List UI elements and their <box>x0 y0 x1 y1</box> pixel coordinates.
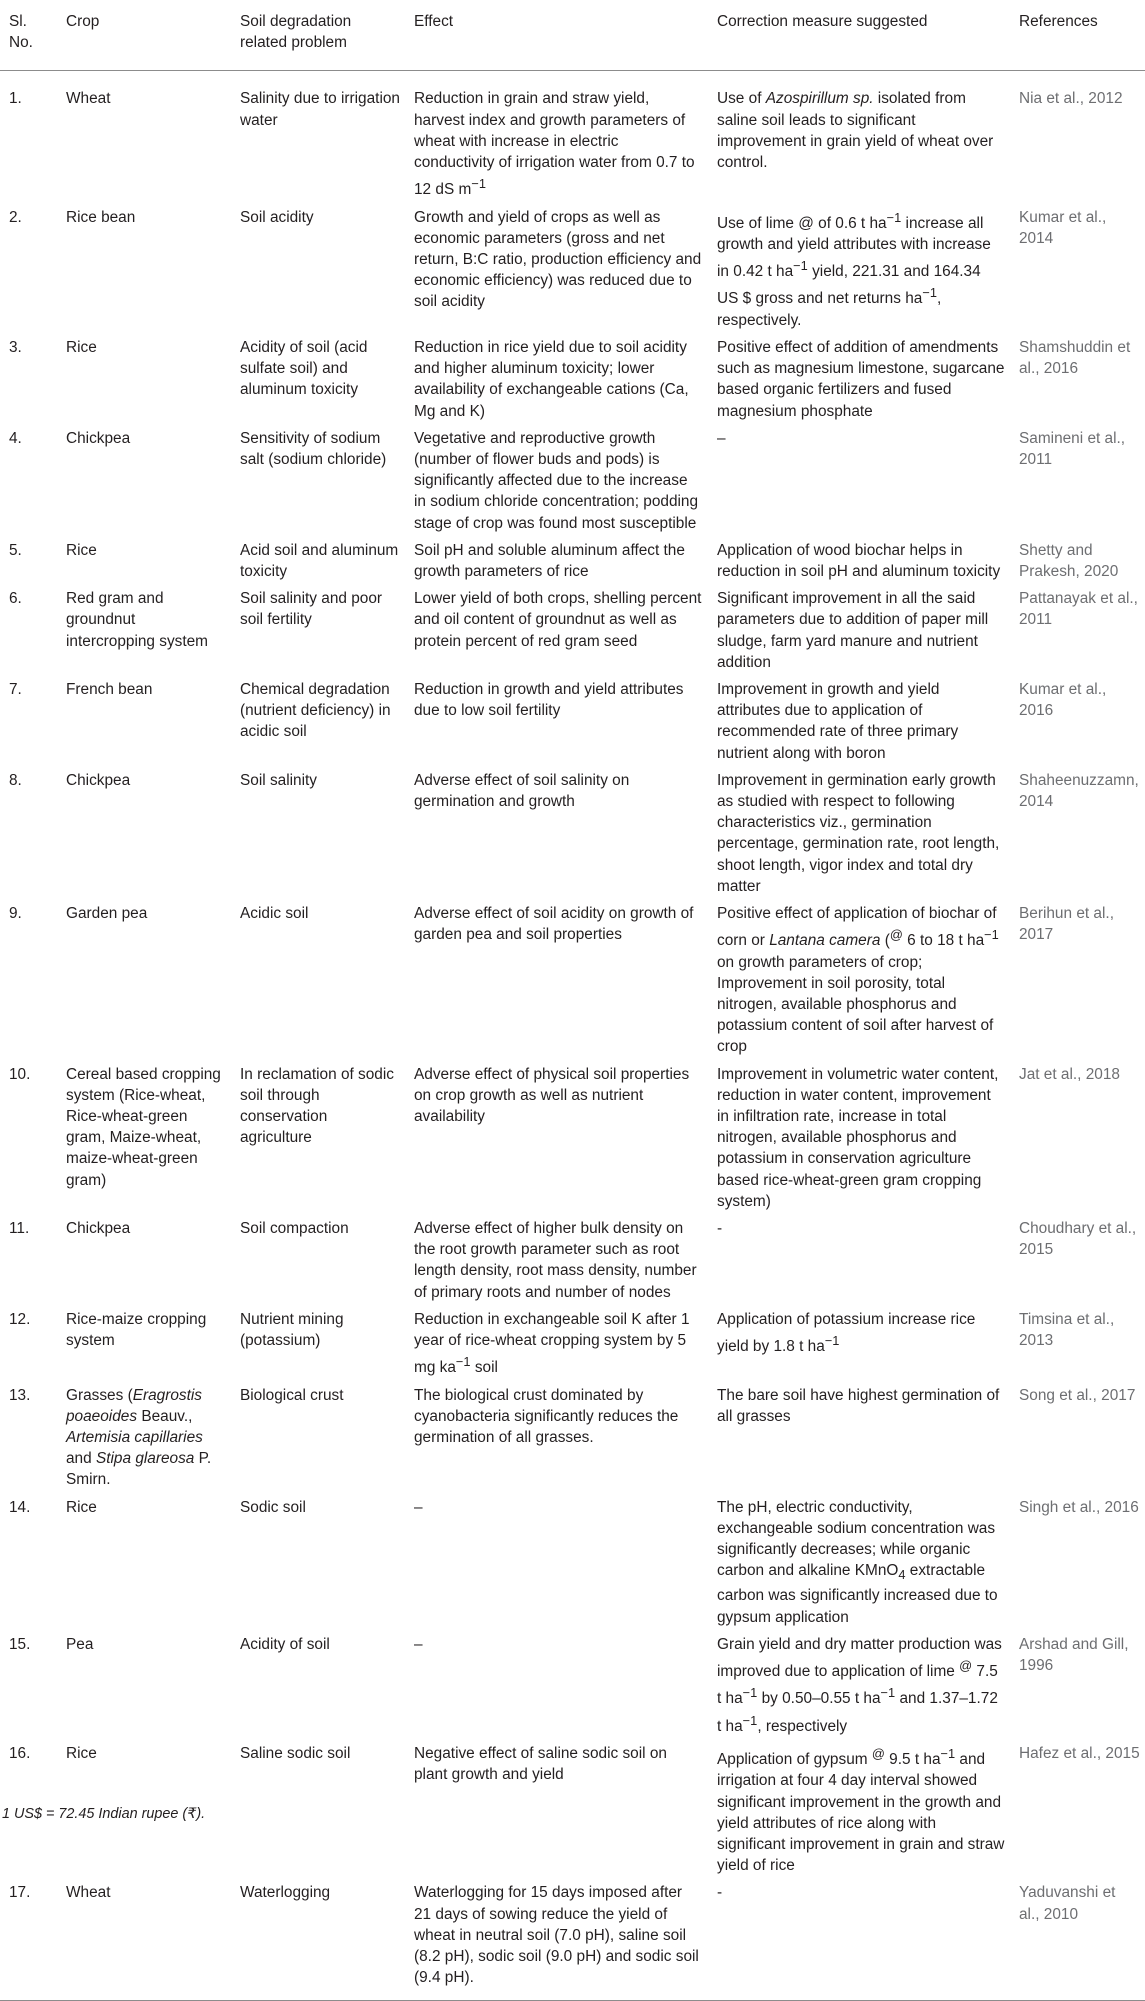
cell-reference: Choudhary et al., 2015 <box>1019 1219 1137 1259</box>
table-row <box>0 1064 1145 1218</box>
table-row <box>0 770 1145 903</box>
cell-effect: The biological crust dominated by cyanobacteria significantly reduces the germination of all grasses. <box>414 1386 679 1446</box>
cell-crop: Rice <box>66 338 97 356</box>
cell-effect: Adverse effect of physical soil properties on crop growth as well as nutrient availability <box>414 1065 690 1125</box>
cell-effect: Reduction in rice yield due to soil acidity and higher aluminum toxicity; lower availability of exchangeable cations (Ca, Mg and K) <box>414 338 689 420</box>
cell-problem: Soil acidity <box>240 208 314 226</box>
cell-effect: – <box>414 1498 423 1516</box>
cell-sl-no: 14. <box>9 1498 31 1516</box>
cell-reference: Berihun et al., 2017 <box>1019 905 1114 944</box>
cell-effect: Reduction in exchangeable soil K after 1 year of rice-wheat cropping system by 5 mg $ka^{-1}$ soil <box>414 1310 690 1377</box>
header-problem: Soil degradation related problem <box>240 13 352 52</box>
cell-problem: Saline sodic soil <box>240 1745 351 1763</box>
cell-crop: Rice <box>66 1745 97 1763</box>
table-row <box>0 1309 1145 1385</box>
table-row <box>0 1385 1145 1497</box>
table-row <box>0 540 1145 588</box>
soil-degradation-table <box>0 6 1145 2001</box>
cell-correction: The pH, electric conductivity, exchangeable sodium concentration was significantly decreases; while organic carbon and alkaline KMnO$_4$ extractable carbon was significantly increased due to gypsum application <box>717 1498 998 1626</box>
cell-reference: Kumar et al., 2016 <box>1019 680 1107 720</box>
cell-correction: Grain yield and dry matter production was improved due to application of lime @ 7.5 t $ha^{-1}$ by 0.50–0.55 t $ha^{-1}$ and 1.37–1.72 t $ha^{-1}$, respectively <box>717 1635 1002 1735</box>
cell-correction: – <box>717 429 726 447</box>
cell-correction: Use of lime @ of 0.6 t $ha^{-1}$ increase all growth and yield attributes with increase in 0.42 t $ha^{-1}$ yield, 221.31 and 164.34 US $ gross and net returns $ha^{-1}$, respectively. <box>717 209 991 329</box>
cell-sl-no: 7. <box>9 680 22 698</box>
table-row <box>0 1882 1145 2001</box>
table-row <box>0 679 1145 770</box>
cell-correction: Improvement in volumetric water content, reduction in water content, improvement in infiltration rate, increase in total nitrogen, available phosphorus and potassium in conservation agriculture based rice-wheat-green gram cropping system) <box>717 1065 999 1210</box>
cell-crop: Wheat <box>66 90 111 108</box>
cell-sl-no: 13. <box>9 1386 31 1404</box>
table-row <box>0 1634 1145 1743</box>
cell-effect: Adverse effect of soil salinity on germination and growth <box>414 771 630 810</box>
cell-effect: Reduction in growth and yield attributes due to low soil fertility <box>414 680 684 720</box>
cell-reference: Kumar et al., 2014 <box>1019 208 1107 247</box>
cell-problem: Acidic soil <box>240 905 309 923</box>
header-effect: Effect <box>414 13 454 30</box>
header-correction: Correction measure suggested <box>717 13 928 30</box>
cell-crop: Wheat <box>66 1884 111 1902</box>
cell-crop: Rice <box>66 1498 97 1516</box>
cell-crop: Cereal based cropping system (Rice-wheat, Rice-wheat-green gram, Maize-wheat, maize-wheat-green gram) <box>66 1065 221 1189</box>
table-row <box>0 1218 1145 1309</box>
table-row <box>0 207 1145 337</box>
cell-sl-no: 10. <box>9 1065 31 1083</box>
cell-sl-no: 16. <box>9 1745 31 1763</box>
cell-crop: Rice-maize cropping system <box>66 1310 207 1349</box>
cell-effect: Adverse effect of higher bulk density on the root growth parameter such as root length density, root mass density, number of primary roots and number of nodes <box>414 1219 697 1301</box>
header-references: References <box>1019 13 1098 30</box>
cell-effect: Negative effect of saline sodic soil on plant growth and yield <box>414 1745 667 1784</box>
cell-correction: Significant improvement in all the said parameters due to addition of paper mill sludge, farm yard manure and nutrient addition <box>717 590 989 671</box>
cell-crop: French bean <box>66 680 153 698</box>
cell-correction: Use of Azospirillum sp. isolated from saline soil leads to significant improvement in grain yield of wheat over control. <box>717 90 994 172</box>
cell-reference: Jat et al., 2018 <box>1019 1065 1120 1083</box>
cell-reference: Pattanayak et al., 2011 <box>1019 590 1138 629</box>
cell-correction: Improvement in germination early growth as studied with respect to following characteristics viz., germination percentage, germination rate, root length, shoot length, vigor index and total dry matter <box>717 771 1000 895</box>
cell-problem: Acid soil and aluminum toxicity <box>240 541 399 580</box>
cell-correction: Application of gypsum @ 9.5 t $ha^{-1}$ and irrigation at four 4 day interval showed significant improvement in the growth and yield attributes of rice along with significant improvement in grain and straw yield of rice <box>717 1746 1005 1875</box>
cell-problem: Sensitivity of sodium salt (sodium chloride) <box>240 429 387 468</box>
header-sl-no: Sl. No. <box>9 13 33 52</box>
cell-problem: In reclamation of sodic soil through conservation agriculture <box>240 1065 394 1147</box>
cell-sl-no: 1. <box>9 90 22 108</box>
cell-sl-no: 12. <box>9 1310 31 1328</box>
cell-problem: Chemical degradation (nutrient deficiency) in acidic soil <box>240 680 391 741</box>
cell-crop: Grasses (Eragrostis poaeoides Beauv., Artemisia capillaries and Stipa glareosa P. Smirn. <box>66 1386 212 1489</box>
cell-problem: Acidity of soil <box>240 1635 330 1653</box>
cell-correction: - <box>717 1219 723 1237</box>
cell-effect: Waterlogging for 15 days imposed after 21 days of sowing reduce the yield of wheat in neutral soil (7.0 pH), saline soil (8.2 pH), sodic soil (9.0 pH) and sodic soil (9.4 pH). <box>414 1884 699 1987</box>
table-row <box>0 71 1145 207</box>
cell-effect: Reduction in grain and straw yield, harvest index and growth parameters of wheat with increase in electric conductivity of irrigation water from 0.7 to 12 dS $m^{-1}$ <box>414 90 695 199</box>
table-row <box>0 428 1145 540</box>
header-crop: Crop <box>66 13 100 30</box>
cell-sl-no: 11. <box>9 1219 30 1237</box>
cell-effect: – <box>414 1635 423 1653</box>
cell-reference: Song et al., 2017 <box>1019 1386 1136 1404</box>
cell-reference: Singh et al., 2016 <box>1019 1498 1139 1516</box>
cell-effect: Growth and yield of crops as well as economic parameters (gross and net return, B:C ratio, production efficiency and economic efficiency) was reduced due to soil acidity <box>414 208 702 311</box>
cell-reference: Timsina et al., 2013 <box>1019 1310 1115 1349</box>
cell-problem: Soil salinity and poor soil fertility <box>240 590 383 629</box>
cell-sl-no: 3. <box>9 338 22 356</box>
cell-problem: Waterlogging <box>240 1884 331 1902</box>
cell-effect: Soil pH and soluble aluminum affect the growth parameters of rice <box>414 541 685 580</box>
cell-reference: Shaheenuzzamn, 2014 <box>1019 771 1139 810</box>
cell-sl-no: 8. <box>9 771 22 789</box>
cell-problem: Soil compaction <box>240 1219 349 1237</box>
cell-crop: Chickpea <box>66 1219 131 1237</box>
cell-sl-no: 15. <box>9 1635 31 1653</box>
cell-effect: Adverse effect of soil acidity on growth of garden pea and soil properties <box>414 905 694 944</box>
cell-crop: Chickpea <box>66 771 131 789</box>
cell-reference: Yaduvanshi et al., 2010 <box>1019 1884 1116 1923</box>
cell-crop: Rice bean <box>66 208 136 226</box>
cell-crop: Chickpea <box>66 429 131 447</box>
cell-reference: Arshad and Gill, 1996 <box>1019 1635 1129 1675</box>
cell-correction: Application of potassium increase rice yield by 1.8 t $ha^{-1}$ <box>717 1310 976 1356</box>
cell-correction: The bare soil have highest germination of all grasses <box>717 1386 1000 1425</box>
table-row <box>0 903 1145 1064</box>
cell-sl-no: 2. <box>9 208 22 226</box>
cell-correction: Positive effect of addition of amendments such as magnesium limestone, sugarcane based organic fertilizers and fused magnesium phosphate <box>717 338 1005 420</box>
cell-sl-no: 4. <box>9 429 22 447</box>
table-row <box>0 337 1145 428</box>
cell-problem: Biological crust <box>240 1386 344 1404</box>
cell-problem: Salinity due to irrigation water <box>240 90 400 129</box>
cell-effect: Lower yield of both crops, shelling percent and oil content of groundnut as well as protein percent of red gram seed <box>414 590 702 650</box>
table-row <box>0 1497 1145 1634</box>
cell-effect: Vegetative and reproductive growth (number of flower buds and pods) is significantly affected due to the increase in sodium chloride concentration; podding stage of crop was found most susceptible <box>414 429 699 532</box>
cell-problem: Soil salinity <box>240 771 317 789</box>
cell-crop: Rice <box>66 541 97 559</box>
cell-sl-no: 5. <box>9 541 22 559</box>
table-row <box>0 588 1145 679</box>
cell-reference: Hafez et al., 2015 <box>1019 1745 1140 1763</box>
cell-reference: Shetty and Prakesh, 2020 <box>1019 541 1119 580</box>
cell-problem: Acidity of soil (acid sulfate soil) and aluminum toxicity <box>240 338 368 399</box>
cell-correction: Application of wood biochar helps in reduction in soil pH and aluminum toxicity <box>717 541 1001 580</box>
cell-sl-no: 6. <box>9 590 22 608</box>
cell-crop: Red gram and groundnut intercropping system <box>66 590 208 650</box>
cell-correction: Improvement in growth and yield attributes due to application of recommended rate of three primary nutrient along with boron <box>717 680 959 762</box>
table-header-row <box>0 6 1145 71</box>
table-footnote: 1 US$ = 72.45 Indian rupee (₹). <box>2 1806 206 1822</box>
cell-correction: - <box>717 1884 723 1902</box>
cell-crop: Pea <box>66 1635 94 1653</box>
cell-problem: Nutrient mining (potassium) <box>240 1310 344 1349</box>
cell-reference: Samineni et al., 2011 <box>1019 429 1126 468</box>
cell-reference: Nia et al., 2012 <box>1019 90 1123 108</box>
cell-crop: Garden pea <box>66 905 148 923</box>
cell-sl-no: 9. <box>9 905 22 923</box>
cell-problem: Sodic soil <box>240 1498 306 1516</box>
cell-sl-no: 17. <box>9 1884 31 1902</box>
cell-reference: Shamshuddin et al., 2016 <box>1019 338 1131 378</box>
cell-correction: Positive effect of application of biochar of corn or Lantana camera (@ 6 to 18 t $ha^{-1}$ on growth parameters of crop; Improvement in soil porosity, total nitrogen, available phosphorus and potassium content of soil after harvest of crop <box>717 905 999 1056</box>
